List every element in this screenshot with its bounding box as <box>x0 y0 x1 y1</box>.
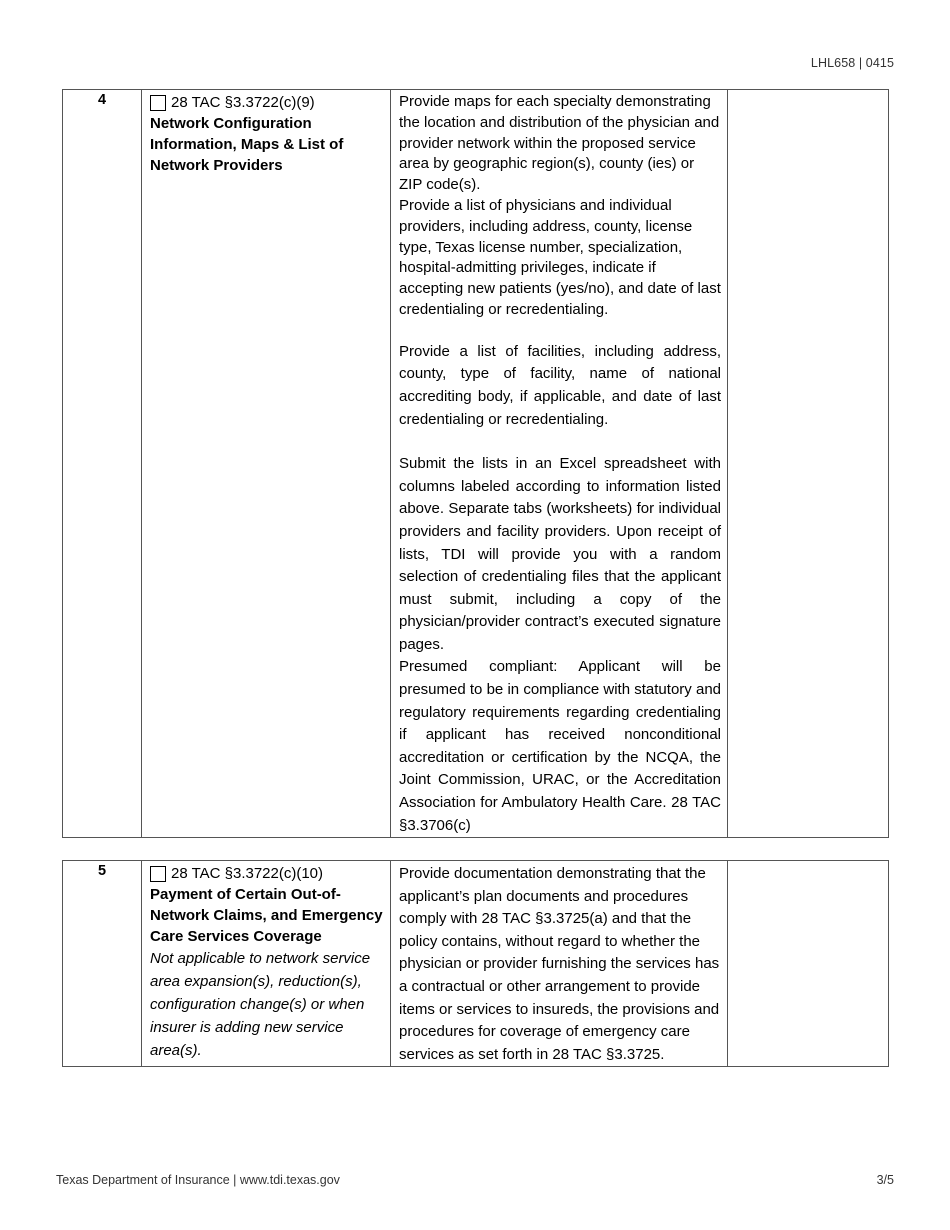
response-cell[interactable] <box>728 861 889 1067</box>
item-number-cell <box>63 90 142 838</box>
description-cell <box>391 861 728 1067</box>
description-cell <box>391 90 728 838</box>
rule-citation: 28 TAC §3.3722(c)(9) <box>171 94 315 111</box>
item-number: 4 <box>97 92 107 108</box>
item-number-cell <box>63 861 142 1067</box>
description-paragraph: Presumed compliant: Applicant will be presumed to be in compliance with statutory and regulatory requirements regarding credentialing if applicant has received nonconditional accreditation or certification by the NCQA, the Joint Commission, URAC, or the Accreditation Association for Ambulatory Health Care. 28 TAC §3.3706(c) <box>399 658 721 834</box>
form-code: LHL658 | 0415 <box>810 56 894 70</box>
compliance-checkbox[interactable] <box>150 866 166 882</box>
description-paragraph: Provide a list of physicians and individual providers, including address, county, license type, Texas license number, specialization, hospital-admitting privileges, indicate if accepting new patients (yes/no), and date of last credentialing or recredentialing. <box>399 196 721 318</box>
requirement-table-4 <box>62 89 889 838</box>
rule-note: Not applicable to network service area expansion(s), reduction(s), configuration change(s) or when insurer is adding new service area(s). <box>150 950 371 1059</box>
response-cell[interactable] <box>728 90 889 838</box>
rule-title: Payment of Certain Out-of-Network Claims, and Emergency Care Services Coverage <box>150 886 383 945</box>
rule-cell <box>142 90 391 838</box>
rule-cell <box>142 861 391 1067</box>
description-paragraph: Provide a list of facilities, including address, county, type of facility, name of national accrediting body, if applicable, and date of last credentialing or recredentialing. <box>399 342 721 428</box>
compliance-checkbox[interactable] <box>150 95 166 111</box>
table-row <box>63 90 889 838</box>
footer-organization: Texas Department of Insurance | www.tdi.texas.gov <box>56 1173 340 1187</box>
requirement-table-5 <box>62 860 889 1067</box>
rule-citation: 28 TAC §3.3722(c)(10) <box>171 865 324 882</box>
page-number: 3/5 <box>876 1173 894 1187</box>
item-number: 5 <box>97 863 107 879</box>
description-paragraph: Provide documentation demonstrating that the applicant’s plan documents and procedures comply with 28 TAC §3.3725(a) and that the policy contains, without regard to whether the physician or provider furnishing the services has a contractual or other arrangement to provide items or services to insureds, the provisions and procedures for coverage of emergency care services as set forth in 28 TAC §3.3725. <box>399 865 720 1063</box>
table-row <box>63 861 889 1067</box>
description-paragraph: Provide maps for each specialty demonstrating the location and distribution of the physician and provider network within the proposed service area by geographic region(s), county (ies) or ZIP code(s). <box>399 93 720 194</box>
rule-title: Network Configuration Information, Maps & List of Network Providers <box>150 115 344 174</box>
description-paragraph: Submit the lists in an Excel spreadsheet with columns labeled according to information listed above. Separate tabs (worksheets) for individual providers and facility providers. Upon receipt of lists, TDI will provide you with a random selection of credentialing files that the applicant must submit, including a copy of the physician/provider contract’s executed signature pages. <box>399 455 721 653</box>
